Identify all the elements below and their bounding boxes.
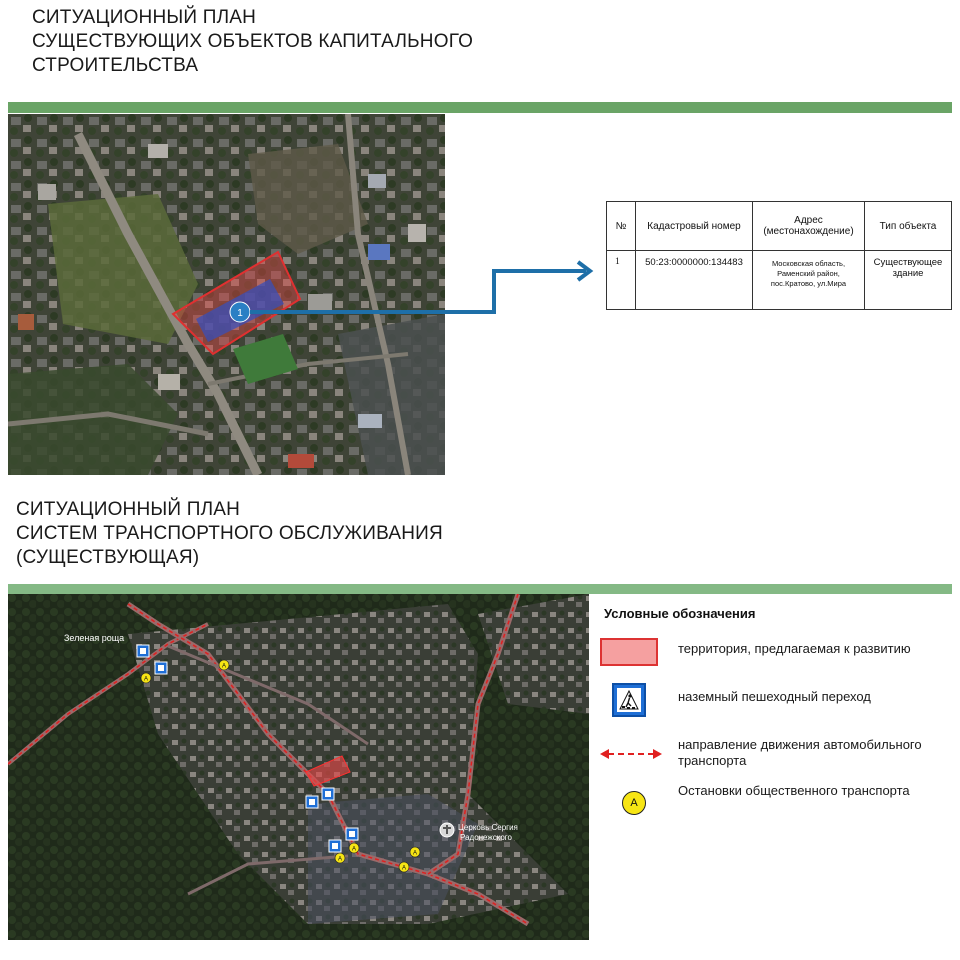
bus-stop-icon: A	[600, 787, 662, 821]
legend-label: территория, предлагаемая к развитию	[678, 641, 911, 656]
church-label: Церковь Сергия	[458, 823, 518, 832]
pedestrian-crossing-icon	[137, 645, 149, 657]
traffic-direction-icon	[600, 737, 662, 771]
col-number: №	[607, 202, 636, 251]
green-divider	[8, 102, 952, 113]
bus-stop-icon	[219, 660, 229, 670]
svg-text:A: A	[221, 663, 227, 670]
church-label: Радонежского	[460, 833, 512, 842]
title-line: СИТУАЦИОННЫЙ ПЛАН	[16, 499, 241, 520]
legend-label: наземный пешеходный переход	[678, 689, 871, 704]
object-marker[interactable]	[230, 302, 250, 322]
title-line: СИСТЕМ ТРАНСПОРТНОГО ОБСЛУЖИВАНИЯ	[16, 523, 443, 544]
svg-text:A: A	[143, 676, 149, 683]
table-header-row	[607, 202, 952, 251]
pedestrian-crossing-icon	[306, 796, 318, 808]
title-line: (СУЩЕСТВУЮЩАЯ)	[16, 547, 200, 568]
pedestrian-crossing-icon	[155, 662, 167, 674]
col-address: Адрес (местонахождение)	[753, 202, 865, 251]
pedestrian-crossing-icon	[346, 828, 358, 840]
legend-item-traffic-direction	[600, 737, 956, 787]
place-label-zelenaya-roshcha: Зеленая роща	[64, 633, 125, 643]
svg-text:A: A	[351, 846, 357, 853]
title-existing-objects	[32, 6, 473, 78]
legend-label: направление движения автомобильного транспорта	[678, 737, 922, 768]
bus-stop-icon	[399, 862, 409, 872]
table-row	[607, 251, 952, 310]
cadastral-table	[606, 201, 952, 310]
legend-label: Остановки общественного транспорта	[678, 783, 910, 798]
legend-item-territory	[600, 635, 956, 683]
territory-swatch-icon	[600, 635, 662, 669]
row-address: Московская область, Раменский район, пос.Кратово, ул.Мира	[753, 251, 865, 310]
svg-text:1: 1	[237, 308, 243, 319]
bus-stop-icon	[410, 847, 420, 857]
row-number: 1	[607, 251, 636, 310]
title-line: СИТУАЦИОННЫЙ ПЛАН	[32, 7, 257, 28]
title-line: СУЩЕСТВУЮЩИХ ОБЪЕКТОВ КАПИТАЛЬНОГО	[32, 31, 474, 52]
col-type: Тип объекта	[865, 202, 952, 251]
title-transport-systems	[16, 498, 443, 570]
legend	[600, 606, 956, 835]
church-marker-icon[interactable]	[440, 823, 454, 837]
col-cadastral: Кадастровый номер	[636, 202, 753, 251]
bus-stop-icon	[141, 673, 151, 683]
green-divider	[8, 584, 952, 594]
legend-item-crosswalk	[600, 683, 956, 737]
bus-stop-icon	[349, 843, 359, 853]
svg-text:A: A	[412, 850, 418, 857]
row-cadastral: 50:23:0000000:134483	[636, 251, 753, 310]
title-line: СТРОИТЕЛЬСТВА	[32, 55, 199, 76]
svg-text:A: A	[401, 865, 407, 872]
transport-map[interactable]	[8, 594, 589, 940]
legend-title: Условные обозначения	[604, 606, 756, 621]
pedestrian-crossing-icon	[322, 788, 334, 800]
pedestrian-crossing-icon	[600, 683, 662, 717]
row-type: Существующее здание	[865, 251, 952, 310]
bus-stop-icon	[335, 853, 345, 863]
pedestrian-crossing-icon	[329, 840, 341, 852]
svg-text:A: A	[337, 856, 343, 863]
satellite-map-existing-objects[interactable]	[8, 114, 445, 475]
legend-item-bus-stop	[600, 783, 956, 835]
